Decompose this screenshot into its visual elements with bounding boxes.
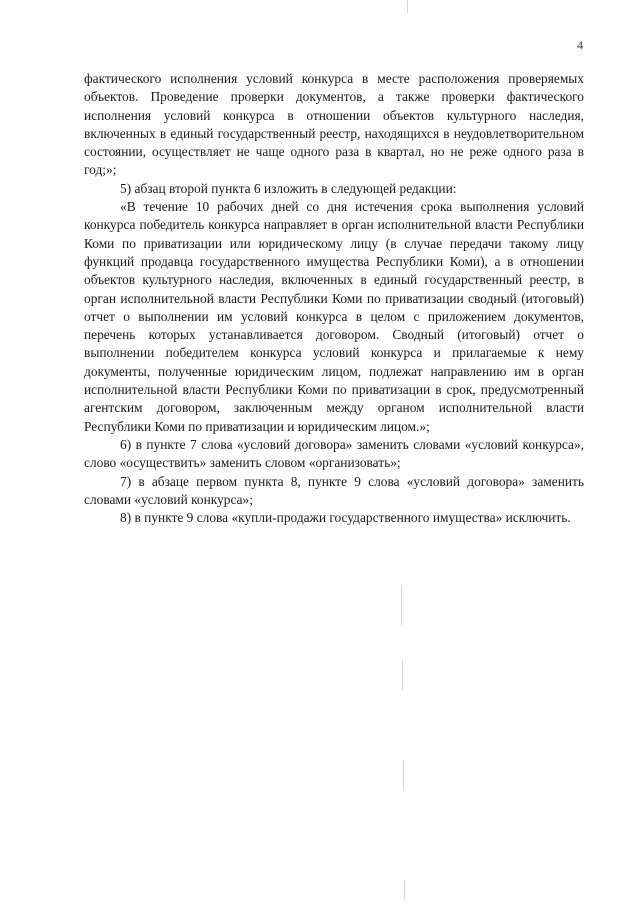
scan-artifact xyxy=(404,880,405,900)
page-number: 4 xyxy=(577,38,583,52)
scan-artifact xyxy=(407,0,408,14)
scan-artifact xyxy=(401,585,402,625)
paragraph-quoted-amendment: «В течение 10 рабочих дней со дня истечения срока выполнения условий конкурса победитель конкурса направляет в орган исполнительной власти Республики Коми по приватизации или юридическому лицу (в случае передачи такому лицу функций продавца государственного имущества Республики Коми), а в отношении объектов культурного наследия, включенных в единый государственный реестр, в орган исполнительной власти Республики Коми по приватизации сводный (итоговый) отчет о выполнении им условий конкурса в целом с приложением документов, перечень которых устанавливается договором. Сводный (итоговый) отчет о выполнении победителем конкурса условий конкурса и прилагаемые к нему документы, полученные юридическим лицом, подлежат направлению им в орган исполнительной власти Республики Коми по приватизации в срок, предусмотренный агентским договором, заключенным между органом исполнительной власти Республики Коми по приватизации и юридическим лицом.»; xyxy=(84,199,584,434)
scan-artifact xyxy=(402,660,403,690)
document-body xyxy=(84,70,584,527)
paragraph-item-5: 5) абзац второй пункта 6 изложить в следующей редакции: xyxy=(120,180,457,196)
scan-artifact xyxy=(403,760,404,790)
paragraph-item-6: 6) в пункте 7 слова «условий договора» заменить словами «условий конкурса», слово «осуществить» заменить словом «организовать»; xyxy=(84,436,584,471)
paragraph-item-7: 7) в абзаце первом пункта 8, пункте 9 слова «условий договора» заменить словами «условий конкурса»; xyxy=(84,473,584,507)
paragraph-continuation: фактического исполнения условий конкурса в месте расположения проверяемых объектов. Проведение проверки документов, а также проверки фактического исполнения условий конкурса в отношении объектов культурного наследия, включенных в единый государственный реестр, находящихся в неудовлетворительном состоянии, осуществляет не чаще одного раза в квартал, но не реже одного раза в год;»; xyxy=(84,71,584,178)
paragraph-item-8: 8) в пункте 9 слова «купли-продажи государственного имущества» исключить. xyxy=(120,510,571,526)
